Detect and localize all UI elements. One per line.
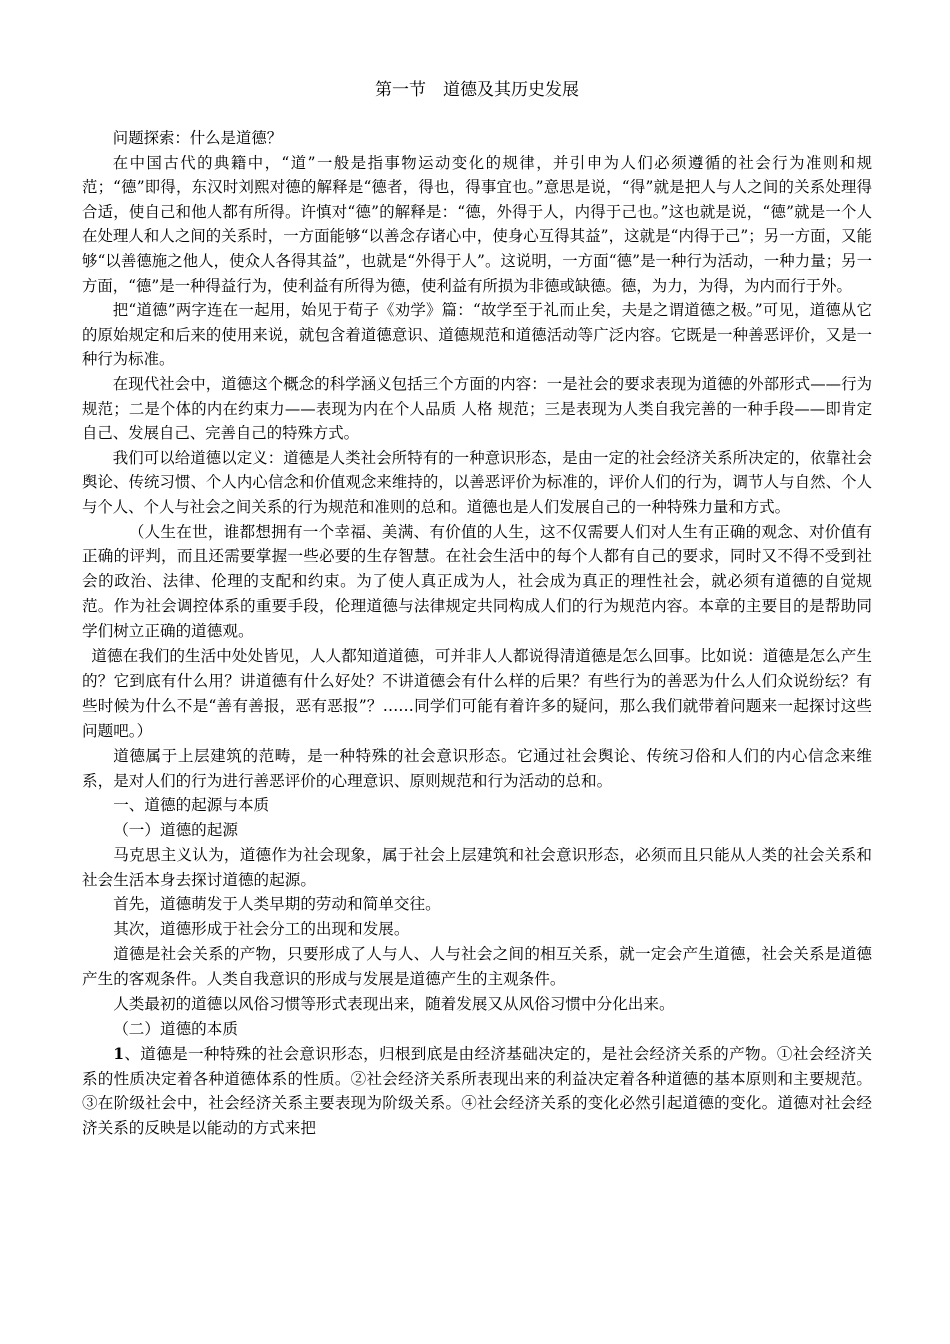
paragraph-customs: 人类最初的道德以风俗习惯等形式表现出来，随着发展又从风俗习惯中分化出来。 bbox=[113, 995, 675, 1014]
section-title: 第一节 道德及其历史发展 bbox=[375, 80, 579, 100]
heading-origin: （一）道德的起源 bbox=[113, 821, 238, 840]
paragraph-second: 其次，道德形成于社会分工的出现和发展。 bbox=[113, 920, 410, 939]
document-page bbox=[82, 76, 872, 1141]
paragraph-essence-1 bbox=[82, 1042, 872, 1142]
item-number: 1 bbox=[113, 1043, 125, 1063]
essence-text: 、道德是一种特殊的社会意识形态，归根到底是由经济基础决定的，是社会经济关系的产物。①社会经济关系的性质决定着各种道德体系的性质。②社会经济关系所表现出来的利益决定着各种道德的基本原则和主要规范。③在阶级社会中，社会经济关系主要表现为阶级关系。④社会经济关系的变化必然引起道德的变化。道德对社会经济关系的反映是以能动的方式来把 bbox=[82, 1044, 872, 1138]
paragraph-dao-de-origin-meaning: 在中国古代的典籍中，“道”一般是指事物运动变化的规律，并引申为人们必须遵循的社会行为准则和规范；“德”即得，东汉时刘熙对德的解释是“德者，得也，得事宜也。”意思是说，“得”就是把人与人之间的关系处理得合适，使自己和他人都有所得。许慎对“德”的解释是：“德，外得于人，内得于己也。”这也就是说，“德”就是一个人在处理人和人之间的关系时，一方面能够“以善念存诸心中，使身心互得其益”，这就是“内得于己”；另一方面，又能够“以善德施之他人，使众人各得其益”，也就是“外得于人”。这说明，一方面“德”是一种行为活动，一种力量；另一方面，“德”是一种得益行为，使利益有所得为德，使利益有所损为非德或缺德。德，为力，为得，为内而行于外。 bbox=[82, 153, 872, 295]
paragraph-xunzi: 把“道德”两字连在一起用，始见于荀子《劝学》篇：“故学至于礼而止矣，夫是之谓道德之极。”可见，道德从它的原始规定和后来的使用来说，就包含着道德意识、道德规范和道德活动等广泛内容。它既是一种善恶评价，又是一种行为标准。 bbox=[82, 301, 872, 369]
paragraph-social-relations: 道德是社会关系的产物，只要形成了人与人、人与社会之间的相互关系，就一定会产生道德，社会关系是道德产生的客观条件。人类自我意识的形成与发展是道德产生的主观条件。 bbox=[82, 945, 872, 989]
heading-essence: （二）道德的本质 bbox=[113, 1020, 238, 1038]
paragraph-marxism: 马克思主义认为，道德作为社会现象，属于社会上层建筑和社会意识形态，必须而且只能从人类的社会关系和社会生活本身去探讨道德的起源。 bbox=[82, 845, 872, 889]
paragraph-life-intro: （人生在世，谁都想拥有一个幸福、美满、有价值的人生，这不仅需要人们对人生有正确的观念、对价值有正确的评判，而且还需要掌握一些必要的生存智慧。在社会生活中的每个人都有自己的要求，同时又不得不受到社会的政治、法律、伦理的支配和约束。为了使人真正成为人，社会成为真正的理性社会，就必须有道德的自觉规范。作为社会调控体系的重要手段，伦理道德与法律规定共同构成人们的行为规范内容。本章的主要目的是帮助同学们树立正确的道德观。 bbox=[82, 522, 872, 641]
paragraph-definition: 我们可以给道德以定义：道德是人类社会所特有的一种意识形态，是由一定的社会经济关系所决定的，依靠社会舆论、传统习惯、个人内心信念和价值观念来维持的，以善恶评价为标准的，评价人们的行为，调节人与自然、个人与个人、个人与社会之间关系的行为规范和准则的总和。道德也是人们发展自己的一种特殊力量和方式。 bbox=[82, 448, 872, 516]
paragraph-questions: 道德在我们的生活中处处皆见，人人都知道道德，可并非人人都说得清道德是怎么回事。比如说：道德是怎么产生的？它到底有什么用？讲道德有什么好处？不讲道德会有什么样的后果？有些行为的善恶为什么人们众说纷纭？有些时候为什么不是“善有善报，恶有恶报”？……同学们可能有着许多的疑问，那么我们就带着问题来一起探讨这些问题吧。） bbox=[82, 647, 872, 740]
heading-origin-and-essence: 一、道德的起源与本质 bbox=[113, 796, 270, 815]
paragraph-modern-meaning: 在现代社会中，道德这个概念的科学涵义包括三个方面的内容：一是社会的要求表现为道德的外部形式——行为规范；二是个体的内在约束力——表现为内在个人品质 人格 规范；三是表现为人类自我完善的一种手段——即肯定自己、发展自己、完善自己的特殊方式。 bbox=[82, 374, 872, 443]
paragraph-superstructure: 道德属于上层建筑的范畴，是一种特殊的社会意识形态。它通过社会舆论、传统习俗和人们的内心信念来维系，是对人们的行为进行善恶评价的心理意识、原则规范和行为活动的总和。 bbox=[82, 746, 872, 790]
paragraph-first: 首先，道德萌发于人类早期的劳动和简单交往。 bbox=[113, 895, 441, 914]
question-heading: 问题探索：什么是道德？ bbox=[112, 129, 283, 147]
